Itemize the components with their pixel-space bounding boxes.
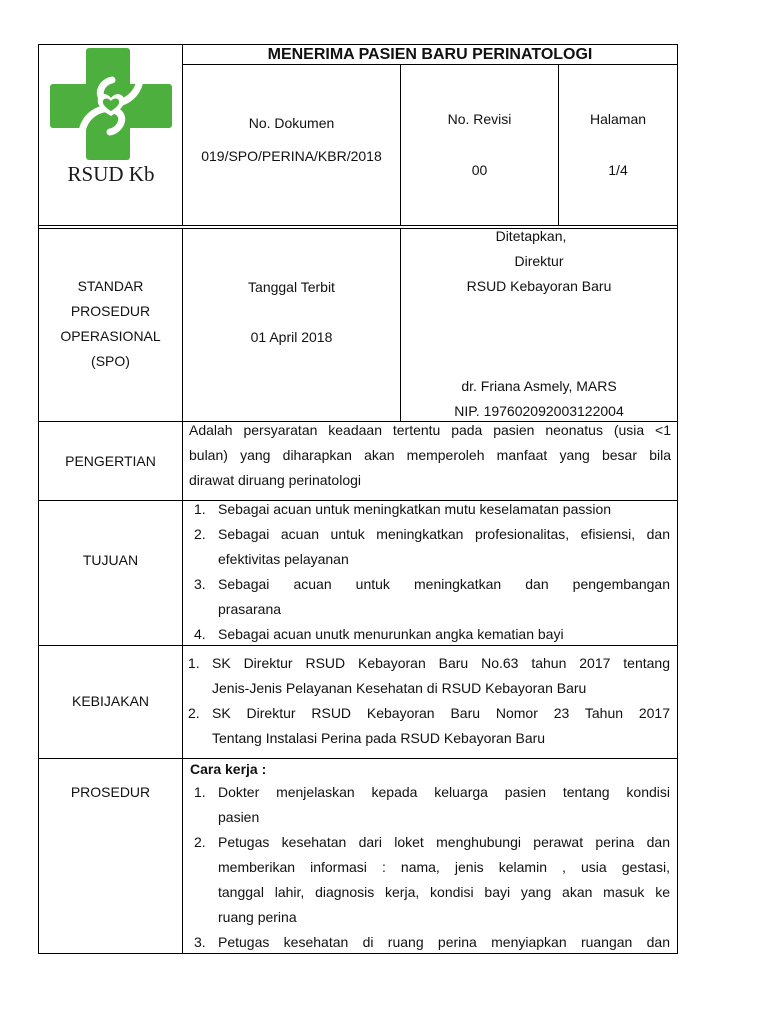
approval-block [401, 224, 677, 299]
tujuan-label: TUJUAN [82, 552, 139, 568]
revision-value: 00 [471, 162, 488, 178]
revision-label: No. Revisi [447, 111, 512, 127]
approval-line: RSUD Kebayoran Baru [466, 278, 612, 294]
pengertian-line: bulan) yang diharapkan akan memperoleh manfaat yang besar bila [189, 447, 671, 463]
kebijakan-list [184, 651, 670, 751]
list-item: 1. Dokter menjelaskan kepada keluarga pasien tentang kondisi pasien [194, 784, 670, 825]
list-item: 1. SK Direktur RSUD Kebayoran Baru No.63 tahun 2017 tentang Jenis-Jenis Pelayanan Kesehatan di RSUD Kebayoran Baru [188, 655, 670, 696]
spo-line: STANDAR [77, 278, 144, 294]
header-col-sep-2 [400, 64, 401, 226]
spo-line: PROSEDUR [70, 303, 151, 319]
pengertian-line: Adalah persyaratan keadaan tertentu pada pasien neonatus (usia <1 [189, 422, 671, 438]
list-item: 1. Sebagai acuan untuk meningkatkan mutu keselamatan passion [194, 501, 612, 517]
spo-label [39, 274, 182, 374]
header-col-sep-3 [558, 64, 559, 226]
kebijakan-bottom [38, 758, 678, 759]
pengertian-text [189, 418, 671, 493]
title-underline [182, 64, 678, 65]
list-item: 2. SK Direktur RSUD Kebayoran Baru Nomor 23 Tahun 2017 Tentang Instalasi Perina pada RSUD Kebayoran Baru [188, 705, 670, 746]
signer-nip: NIP. 197602092003122004 [454, 403, 624, 419]
pengertian-label: PENGERTIAN [65, 453, 156, 469]
kebijakan-label: KEBIJAKAN [71, 693, 150, 709]
doc-label: No. Dokumen [248, 115, 335, 131]
prosedur-heading: Cara kerja : [190, 761, 267, 777]
logo-text: RSUD Kb [67, 162, 155, 186]
issue-date-value: 01 April 2018 [250, 329, 333, 345]
frame-left [38, 44, 39, 954]
prosedur-label: PROSEDUR [70, 784, 151, 800]
issue-date-label: Tanggal Terbit [248, 279, 335, 295]
approval-line: Ditetapkan, [495, 228, 567, 244]
signer-name: dr. Friana Asmely, MARS [461, 378, 617, 394]
doc-value: 019/SPO/PERINA/KBR/2018 [201, 148, 382, 164]
list-item: 4. Sebagai acuan unutk menurunkan angka kematian bayi [194, 626, 564, 642]
spo-line: OPERASIONAL [60, 328, 161, 344]
page-value: 1/4 [608, 162, 628, 178]
list-item: 2. Sebagai acuan untuk meningkatkan profesionalitas, efisiensi, dan efektivitas pelayanan [194, 526, 670, 567]
hospital-logo [48, 46, 174, 191]
list-item: 2. Petugas kesehatan dari loket menghubungi perawat perina dan memberikan informasi : nama, jenis kelamin , usia gestasi, tanggal lahir, diagnosis kerja, kondisi bayi yang akan masuk ke ruang perina [194, 834, 670, 925]
approval-line: Direktur [514, 253, 564, 269]
list-item: 3. Sebagai acuan untuk meningkatkan dan pengembangan prasarana [194, 576, 670, 617]
pengertian-line: dirawat diruang perinatologi [189, 472, 361, 488]
page-label: Halaman [589, 111, 647, 127]
list-item: 3. Petugas kesehatan di ruang perina menyiapkan ruangan dan [194, 934, 670, 950]
header-col-sep-1 [182, 44, 183, 226]
tujuan-list [190, 497, 670, 647]
spo-line: (SPO) [91, 353, 130, 369]
frame-right [677, 44, 678, 954]
page-title: MENERIMA PASIEN BARU PERINATOLOGI [267, 46, 593, 63]
spo-col-sep-1 [182, 228, 183, 422]
prosedur-list [190, 780, 670, 955]
